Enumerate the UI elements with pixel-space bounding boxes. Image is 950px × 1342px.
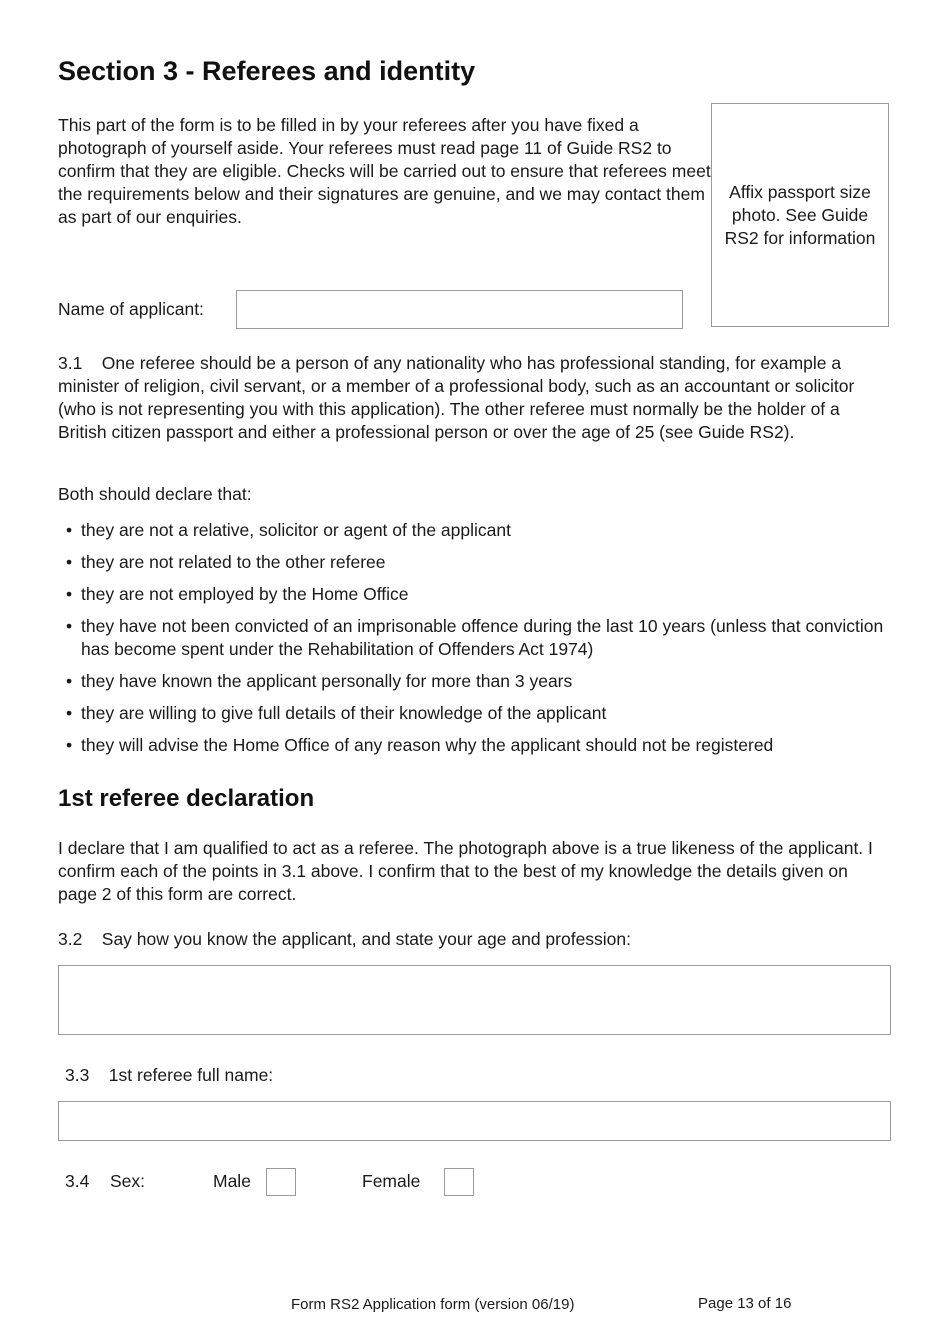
list-item xyxy=(58,702,888,725)
list-item xyxy=(58,519,888,542)
bullet-icon: • xyxy=(66,671,73,691)
question-3-1-text: One referee should be a person of any nationality who has professional standing, for example a minister of religion, civil servant, or a member of a professional body, such as an accountant or solicitor (who is not representing you with this application). The other referee must normally be the holder of a British citizen passport and either a professional person or over the age of 25 (see Guide RS2). xyxy=(58,353,855,442)
question-3-3-number: 3.3 xyxy=(65,1065,90,1085)
list-item xyxy=(58,551,888,574)
applicant-name-field[interactable] xyxy=(236,290,683,329)
photo-box-text: Affix passport size photo. See Guide RS2 for information xyxy=(724,181,876,248)
know-applicant-field[interactable] xyxy=(58,965,891,1035)
question-3-4-number: 3.4 xyxy=(65,1171,90,1191)
referee-full-name-field[interactable] xyxy=(58,1101,891,1141)
list-item xyxy=(58,583,888,606)
both-declare-text: Both should declare that: xyxy=(58,484,252,504)
list-item-text: they are not related to the other referee xyxy=(81,552,386,572)
applicant-name-label: Name of applicant: xyxy=(58,299,204,319)
question-3-3-text: 1st referee full name: xyxy=(108,1065,274,1085)
list-item-text: they have known the applicant personally for more than 3 years xyxy=(81,671,573,691)
question-3-2-text: Say how you know the applicant, and state your age and profession: xyxy=(101,929,632,949)
referee-1-heading: 1st referee declaration xyxy=(58,785,315,812)
question-3-1-number: 3.1 xyxy=(58,353,83,373)
footer-form-name: Form RS2 Application form (version 06/19) xyxy=(291,1296,575,1313)
question-3-2-number: 3.2 xyxy=(58,929,83,949)
list-item-text: they will advise the Home Office of any reason why the applicant should not be registered xyxy=(81,735,774,755)
section-intro: This part of the form is to be filled in by your referees after you have fixed a photograph of yourself aside. Your referees must read page 11 of Guide RS2 to confirm that they are eligible. Checks will be carried out to ensure that referees meet the requirements below and their signatures are genuine, and we may contact them as part of our enquiries. xyxy=(58,115,711,227)
list-item-text: they are not a relative, solicitor or agent of the applicant xyxy=(81,520,511,540)
list-item xyxy=(58,615,888,661)
bullet-icon: • xyxy=(66,584,73,604)
question-3-3 xyxy=(65,1064,273,1087)
bullet-icon: • xyxy=(66,520,73,540)
bullet-icon: • xyxy=(66,703,73,723)
passport-photo-box xyxy=(711,103,889,327)
female-label: Female xyxy=(362,1171,421,1191)
bullet-icon: • xyxy=(66,616,73,636)
list-item-text: they have not been convicted of an imprisonable offence during the last 10 years (unless that conviction has become spent under the Rehabilitation of Offenders Act 1974) xyxy=(81,616,884,659)
bullet-icon: • xyxy=(66,735,73,755)
female-checkbox[interactable] xyxy=(444,1168,474,1196)
question-3-1 xyxy=(58,352,888,444)
list-item xyxy=(58,670,888,693)
referee-1-declaration: I declare that I am qualified to act as a referee. The photograph above is a true likeness of the applicant. I confirm each of the points in 3.1 above. I confirm that to the best of my knowledge the details given on page 2 of this form are correct. xyxy=(58,838,873,904)
list-item-text: they are not employed by the Home Office xyxy=(81,584,409,604)
requirements-list xyxy=(58,519,888,766)
male-checkbox[interactable] xyxy=(266,1168,296,1196)
male-label: Male xyxy=(213,1171,251,1191)
list-item-text: they are willing to give full details of their knowledge of the applicant xyxy=(81,703,607,723)
list-item xyxy=(58,734,888,757)
footer-page-number: Page 13 of 16 xyxy=(698,1295,792,1312)
sex-label: Sex: xyxy=(110,1171,146,1191)
question-3-2 xyxy=(58,928,631,951)
bullet-icon: • xyxy=(66,552,73,572)
section-title: Section 3 - Referees and identity xyxy=(58,56,476,86)
